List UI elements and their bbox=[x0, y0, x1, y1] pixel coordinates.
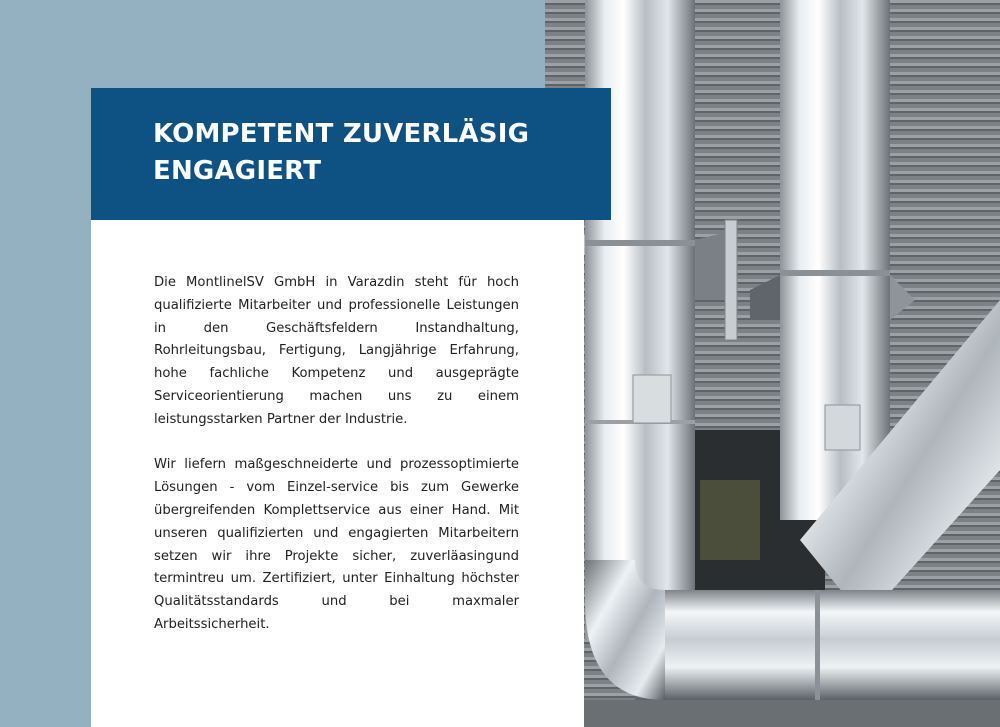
industrial-pipes-photo bbox=[545, 0, 1000, 727]
paragraph-services: Wir liefern maßgeschneiderte und prozessoptimierte Lösungen - vom Einzel-service bis zum Gewerke übergreifenden Komplettservice aus einer Hand. Mit unseren qualifizierten und engagierten Mitarbeitern setzen wir ihre Projekte sicher, zuverläasingund termintreu um. Zertifiziert, unter Einhaltung höchster Qualitätsstandards und bei maxmaler Arbeitssicherheit. bbox=[154, 457, 519, 632]
page-title bbox=[153, 116, 573, 190]
paragraph-intro: Die MontlinelSV GmbH in Varazdin steht für hoch qualifizierte Mitarbeiter und professionelle Leistungen in den Geschäftsfeldern Instandhaltung, Rohrleitungsbau, Fertigung, Langjährige Erfahrung, hohe fachliche Kompetenz und ausgeprägte Serviceorientierung machen uns zu einem leistungsstarken Partner der Industrie. bbox=[154, 275, 519, 427]
heading-banner bbox=[91, 88, 611, 220]
title-line-2: ENGAGIERT bbox=[153, 156, 322, 186]
body-text bbox=[154, 272, 519, 637]
title-line-1: KOMPETENT ZUVERLÄSIG bbox=[153, 119, 530, 149]
pipes-illustration bbox=[545, 0, 1000, 727]
